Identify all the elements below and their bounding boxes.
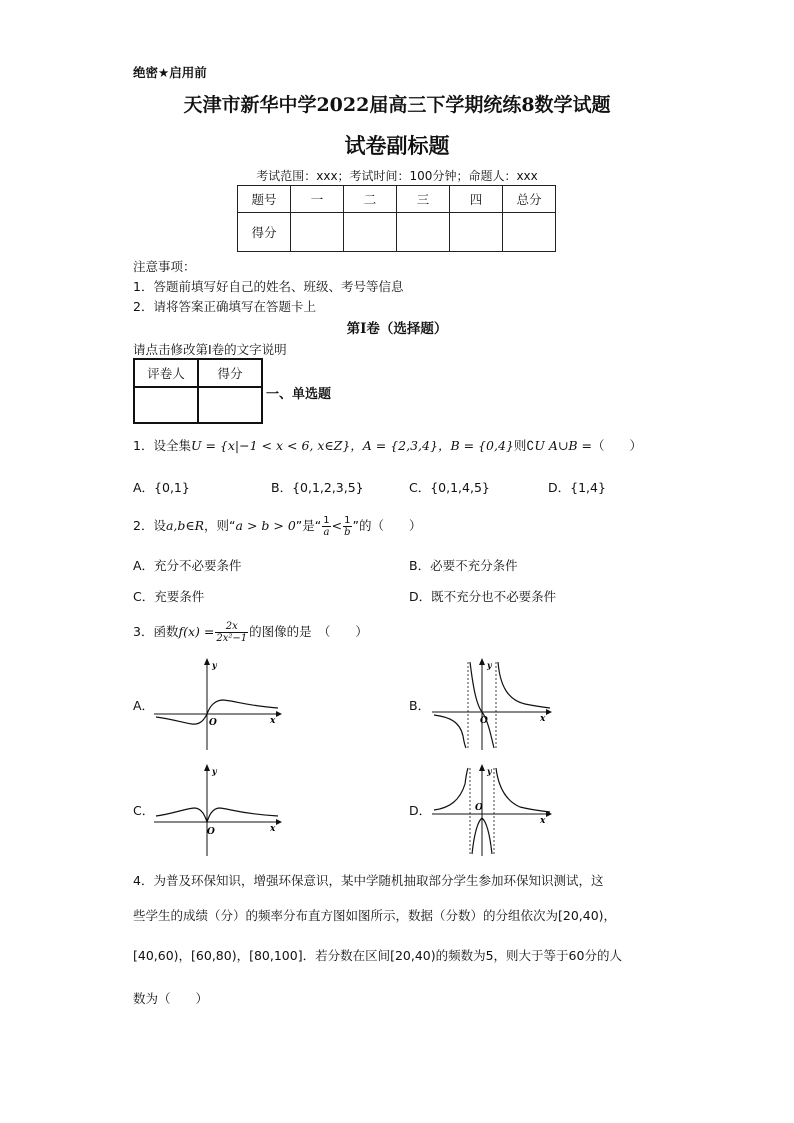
q3-graph-a[interactable] — [152, 656, 284, 752]
score-header-cell: 四 — [450, 186, 503, 213]
note-item: 2．请将答案正确填写在答题卡上 — [133, 299, 316, 314]
score-header-cell: 总分 — [503, 186, 556, 213]
q3-frac-den: 2x²−1 — [216, 633, 248, 644]
grader-cell[interactable] — [198, 387, 262, 423]
x-axis-arrow — [276, 819, 282, 825]
q3-graph-b[interactable] — [430, 656, 554, 752]
q2-lt: < — [331, 518, 343, 533]
q2-frac-b-den: b — [344, 527, 351, 538]
y-label: y — [212, 660, 217, 670]
q1-option-b[interactable]: B．{0,1,2,3,5} — [271, 480, 364, 495]
part1-title: 第I卷（选择题） — [346, 321, 448, 337]
x-axis-arrow — [276, 711, 282, 717]
q1-expr: U A∪B = — [534, 438, 592, 453]
q3-frac-num: 2x — [215, 621, 248, 633]
q2-tail: ”的（ ） — [352, 518, 422, 533]
x-label: x — [540, 816, 546, 826]
q2-is: ”是“ — [295, 518, 322, 533]
q3-option-d-label[interactable]: D． — [409, 803, 432, 818]
branch-right — [496, 768, 550, 812]
q1-set-b: ，B = {0,4} — [437, 438, 514, 453]
q2-prefix: 2．设 — [133, 518, 166, 533]
question-1 — [133, 436, 642, 454]
q2-ab: a,b∈R — [165, 518, 205, 533]
q2-frac-b-num: 1 — [344, 515, 351, 526]
q1-prefix: 1．设全集 — [133, 438, 191, 453]
x-label: x — [540, 714, 546, 724]
y-axis-arrow — [204, 764, 210, 771]
branch-left — [434, 768, 468, 810]
score-cell[interactable] — [291, 213, 344, 252]
function-curve — [156, 700, 278, 724]
q4-line-3: [40,60)，[60,80)，[80,100]．若分数在区间[20,40)的频数为5，则大于等于60分的人 — [133, 948, 622, 963]
note-item: 1．答题前填写好自己的姓名、班级、考号等信息 — [133, 279, 404, 294]
q3-tail: 的图像的是 （ ） — [249, 624, 368, 639]
q3-option-a-label[interactable]: A． — [133, 698, 155, 713]
exam-title: 天津市新华中学2022届高三下学期统练8数学试题 — [183, 94, 611, 116]
y-axis-arrow — [204, 658, 210, 665]
q2-frac-a-num: 1 — [323, 515, 330, 526]
question-3 — [133, 621, 368, 644]
q3-graph-d[interactable] — [430, 762, 554, 858]
score-cell[interactable] — [344, 213, 397, 252]
score-header-cell: 一 — [291, 186, 344, 213]
q4-line-2: 些学生的成绩（分）的频率分布直方图如图所示，数据（分数）的分组依次为[20,40)， — [133, 908, 617, 923]
q2-option-c[interactable]: C．充要条件 — [133, 589, 205, 604]
exam-subtitle: 试卷副标题 — [344, 133, 450, 158]
grader-header: 评卷人 — [134, 359, 198, 387]
grader-table — [133, 358, 263, 424]
score-cell[interactable] — [450, 213, 503, 252]
part1-hint[interactable]: 请点击修改第I卷的文字说明 — [133, 342, 287, 357]
y-label: y — [487, 660, 492, 670]
q1-set-u: U = {x|−1 < x < 6, x∈Z} — [190, 438, 351, 453]
q1-option-c[interactable]: C．{0,1,4,5} — [409, 480, 490, 495]
score-header-cell: 题号 — [238, 186, 291, 213]
q2-fraction-a — [322, 515, 330, 538]
q3-option-b-label[interactable]: B． — [409, 698, 431, 713]
score-cell[interactable] — [397, 213, 450, 252]
question-2 — [133, 515, 421, 538]
section-title: 一、单选题 — [266, 387, 332, 402]
q3-fx: f(x) = — [178, 624, 215, 639]
score-header-cell: 二 — [344, 186, 397, 213]
q1-tail: 则∁ — [513, 438, 535, 453]
q1-option-d[interactable]: D．{1,4} — [548, 480, 606, 495]
q2-fraction-b — [343, 515, 351, 538]
q1-set-a: ，A = {2,3,4} — [350, 438, 438, 453]
score-cell[interactable] — [503, 213, 556, 252]
y-label: y — [487, 766, 492, 776]
q2-frac-a-den: a — [323, 527, 330, 538]
confidential-mark: 绝密★启用前 — [133, 65, 207, 80]
origin-label: O — [480, 716, 488, 726]
q3-graph-c[interactable] — [152, 762, 284, 858]
x-label: x — [270, 716, 276, 726]
origin-label: O — [475, 803, 483, 813]
q2-option-b[interactable]: B．必要不充分条件 — [409, 558, 518, 573]
q3-prefix: 3．函数 — [133, 624, 179, 639]
q2-cond: a > b > 0 — [235, 518, 296, 533]
x-label: x — [270, 824, 276, 834]
notes-title: 注意事项： — [133, 259, 196, 274]
q4-line-1: 4．为普及环保知识，增强环保意识，某中学随机抽取部分学生参加环保知识测试，这 — [133, 873, 604, 888]
branch-left — [434, 715, 466, 748]
origin-label: O — [207, 827, 215, 837]
y-axis-arrow — [479, 658, 485, 665]
q2-mid: ，则“ — [204, 518, 236, 533]
score-header-cell: 三 — [397, 186, 450, 213]
q1-option-a[interactable]: A．{0,1} — [133, 480, 190, 495]
exam-info: 考试范围：xxx；考试时间：100分钟；命题人：xxx — [256, 169, 538, 183]
function-curve — [156, 808, 278, 822]
score-row-label: 得分 — [238, 213, 291, 252]
x-axis-arrow — [546, 709, 552, 715]
q4-line-4: 数为（ ） — [133, 991, 209, 1006]
grader-cell[interactable] — [134, 387, 198, 423]
q3-option-c-label[interactable]: C． — [133, 803, 155, 818]
y-label: y — [212, 766, 217, 776]
q1-paren: （ ） — [591, 438, 642, 453]
q3-fraction — [215, 621, 248, 644]
y-axis-arrow — [479, 764, 485, 771]
q2-option-a[interactable]: A．充分不必要条件 — [133, 558, 242, 573]
origin-label: O — [209, 718, 217, 728]
branch-right — [498, 662, 550, 708]
score-table — [237, 185, 556, 252]
grader-header: 得分 — [198, 359, 262, 387]
q2-option-d[interactable]: D．既不充分也不必要条件 — [409, 589, 557, 604]
